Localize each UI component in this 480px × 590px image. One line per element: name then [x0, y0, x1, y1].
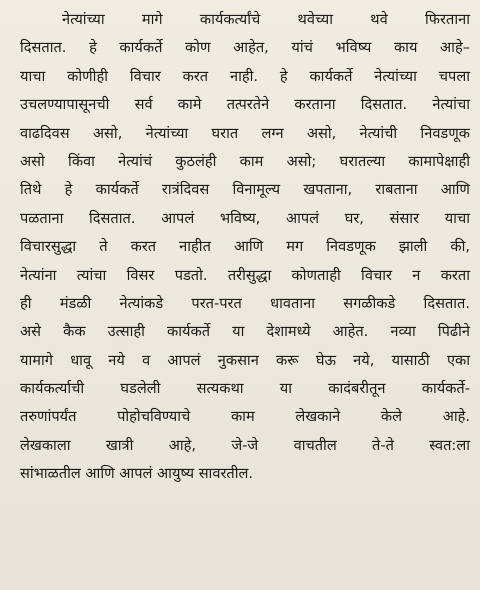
text-line: लेखकाला खात्री आहे, जे-जे वाचतील ते-ते स्वत:ला [20, 436, 470, 454]
text-line: कार्यकर्त्याची घडलेली सत्यकथा या कादंबरीतून कार्यकर्ते- [20, 380, 470, 398]
text-line: सांभाळतील आणि आपलं आयुष्य सावरतील. [20, 465, 254, 483]
text-line: उचलण्यापासूनची सर्व कामे तत्परतेने करताना दिसतात. नेत्यांचा [20, 96, 470, 114]
text-line: तिथे हे कार्यकर्ते रात्रंदिवस विनामूल्य खपताना, राबताना आणि [20, 181, 470, 199]
text-line: असो किंवा नेत्यांचं कुठलंही काम असो; घरातल्या कामापेक्षाही [20, 152, 470, 170]
text-line: नेत्यांना त्यांचा विसर पडतो. तरीसुद्धा कोणताही विचार न करता [20, 266, 470, 284]
text-line: नेत्यांच्या मागे कार्यकर्त्यांचे थवेच्या थवे फिरताना [62, 11, 470, 28]
text-line: विचारसुद्धा ते करत नाहीत आणि मग निवडणूक झाली की, [20, 238, 470, 256]
text-line: याचा कोणीही विचार करत नाही. हे कार्यकर्ते नेत्यांच्या चपला [20, 67, 470, 85]
text-line: पळताना दिसतात. आपलं भविष्य, आपलं घर, संसार याचा [20, 209, 470, 227]
text-line: ही मंडळी नेत्यांकडे परत-परत धावताना सगळीकडे दिसतात. [20, 294, 470, 312]
text-line: यामागे धावू नये व आपलं नुकसान करू घेऊ नये, यासाठी एका [20, 351, 470, 369]
text-line: दिसतात. हे कार्यकर्ते कोण आहेत, यांचं भविष्य काय आहे– [20, 39, 470, 57]
text-line: असे कैक उत्साही कार्यकर्ते या देशामध्ये आहेत. नव्या पिढीने [20, 323, 470, 341]
text-passage [20, 6, 470, 489]
text-line: वाढदिवस असो, नेत्यांच्या घरात लग्न असो, नेत्यांची निवडणूक [20, 124, 470, 142]
text-line: तरुणांपर्यंत पोहोचविण्याचे काम लेखकाने केले आहे. [20, 408, 470, 426]
